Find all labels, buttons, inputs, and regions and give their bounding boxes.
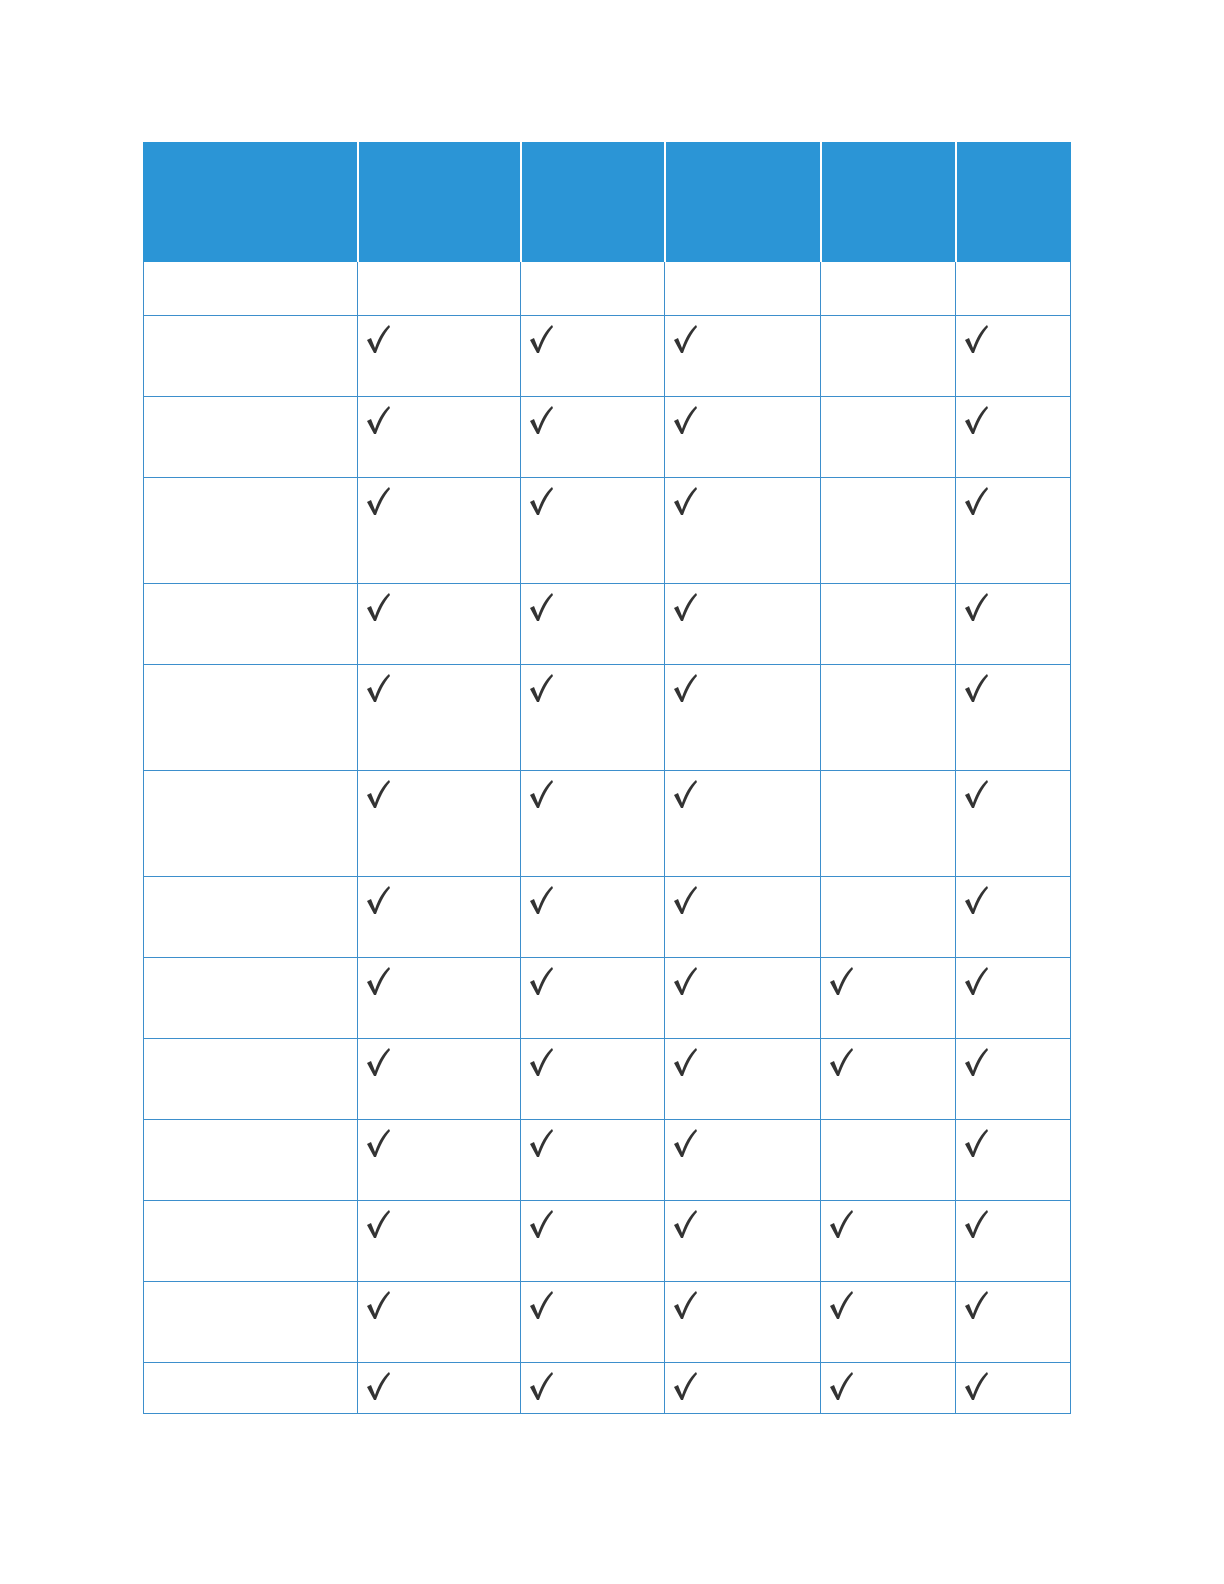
check-mark-icon [665, 665, 702, 705]
check-mark-icon [665, 877, 702, 917]
table-cell [358, 665, 521, 771]
table-cell [821, 316, 956, 397]
table-cell [821, 958, 956, 1039]
table-row [144, 584, 1071, 665]
table-cell [665, 262, 821, 316]
table-cell [358, 262, 521, 316]
table-cell [665, 665, 821, 771]
table-cell [956, 665, 1071, 771]
check-mark-icon [521, 1282, 558, 1322]
table-cell [821, 262, 956, 316]
check-mark-icon [521, 665, 558, 705]
table-cell [358, 877, 521, 958]
check-mark-icon [665, 958, 702, 998]
check-mark-icon [358, 1363, 395, 1403]
table-row [144, 1282, 1071, 1363]
table-cell [521, 316, 665, 397]
table-header [144, 143, 1071, 262]
check-mark-icon [665, 397, 702, 437]
table-cell [821, 665, 956, 771]
table-cell [358, 958, 521, 1039]
check-mark-icon [358, 771, 395, 811]
table-cell [665, 1039, 821, 1120]
table-row [144, 771, 1071, 877]
table-cell [521, 1363, 665, 1414]
table-cell [956, 262, 1071, 316]
table-row [144, 478, 1071, 584]
row-label-cell [144, 771, 358, 877]
table-cell [665, 584, 821, 665]
table-cell [956, 1282, 1071, 1363]
table-cell [358, 1282, 521, 1363]
check-mark-icon [665, 1282, 702, 1322]
row-label-cell [144, 1201, 358, 1282]
row-label-cell [144, 478, 358, 584]
table-row [144, 1363, 1071, 1414]
table-cell [665, 1201, 821, 1282]
row-label-cell [144, 316, 358, 397]
table-cell [665, 397, 821, 478]
table-cell [358, 771, 521, 877]
header-cell-1 [358, 143, 521, 262]
check-mark-icon [521, 1120, 558, 1160]
table-cell [521, 958, 665, 1039]
table-cell [665, 877, 821, 958]
check-mark-icon [358, 1282, 395, 1322]
row-label-cell [144, 1282, 358, 1363]
table-row [144, 665, 1071, 771]
check-mark-icon [521, 316, 558, 356]
check-mark-icon [358, 958, 395, 998]
check-mark-icon [358, 316, 395, 356]
check-mark-icon [521, 1363, 558, 1403]
check-mark-icon [821, 958, 858, 998]
check-mark-icon [358, 1039, 395, 1079]
table-row [144, 262, 1071, 316]
row-label-cell [144, 262, 358, 316]
check-mark-icon [665, 1120, 702, 1160]
table-cell [358, 584, 521, 665]
check-mark-icon [358, 478, 395, 518]
row-label-cell [144, 665, 358, 771]
check-mark-icon [521, 397, 558, 437]
table-body [144, 262, 1071, 1414]
table-row [144, 316, 1071, 397]
table-cell [521, 478, 665, 584]
header-cell-2 [521, 143, 665, 262]
check-mark-icon [665, 478, 702, 518]
table-cell [521, 584, 665, 665]
check-mark-icon [956, 1039, 993, 1079]
table-cell [665, 1120, 821, 1201]
table-cell [521, 1201, 665, 1282]
table-row [144, 1201, 1071, 1282]
check-mark-icon [821, 1201, 858, 1241]
row-label-cell [144, 584, 358, 665]
table-row [144, 877, 1071, 958]
check-mark-icon [521, 478, 558, 518]
table-cell [358, 1039, 521, 1120]
header-row [144, 143, 1071, 262]
check-mark-icon [521, 584, 558, 624]
table-cell [821, 1120, 956, 1201]
table-cell [521, 877, 665, 958]
row-label-cell [144, 1363, 358, 1414]
table-cell [821, 1201, 956, 1282]
row-label-cell [144, 1039, 358, 1120]
table-cell [821, 1363, 956, 1414]
table-cell [821, 584, 956, 665]
check-mark-icon [821, 1282, 858, 1322]
check-mark-icon [956, 1282, 993, 1322]
compatibility-table [143, 142, 1071, 1414]
table-cell [956, 771, 1071, 877]
table-row [144, 958, 1071, 1039]
table-cell [821, 1039, 956, 1120]
table-cell [821, 877, 956, 958]
row-label-cell [144, 1120, 358, 1201]
check-mark-icon [956, 665, 993, 705]
check-mark-icon [956, 877, 993, 917]
header-cell-feature [144, 143, 358, 262]
check-mark-icon [358, 397, 395, 437]
table-cell [521, 1282, 665, 1363]
check-mark-icon [956, 316, 993, 356]
check-mark-icon [956, 1363, 993, 1403]
check-mark-icon [956, 397, 993, 437]
table-row [144, 397, 1071, 478]
table-cell [956, 1039, 1071, 1120]
table-row [144, 1120, 1071, 1201]
check-mark-icon [956, 1201, 993, 1241]
table-cell [956, 1363, 1071, 1414]
table-cell [521, 1039, 665, 1120]
table-cell [358, 478, 521, 584]
table-cell [821, 1282, 956, 1363]
table-cell [358, 316, 521, 397]
check-mark-icon [956, 771, 993, 811]
table-cell [956, 877, 1071, 958]
check-mark-icon [665, 1363, 702, 1403]
check-mark-icon [521, 1201, 558, 1241]
table-cell [956, 584, 1071, 665]
table-cell [521, 397, 665, 478]
check-mark-icon [665, 771, 702, 811]
check-mark-icon [665, 584, 702, 624]
table-cell [358, 397, 521, 478]
check-mark-icon [956, 1120, 993, 1160]
check-mark-icon [821, 1363, 858, 1403]
table-cell [956, 316, 1071, 397]
check-mark-icon [358, 584, 395, 624]
table-cell [665, 1282, 821, 1363]
check-mark-icon [665, 316, 702, 356]
table-cell [665, 316, 821, 397]
check-mark-icon [821, 1039, 858, 1079]
table-row [144, 1039, 1071, 1120]
table-cell [358, 1120, 521, 1201]
check-mark-icon [358, 877, 395, 917]
check-mark-icon [358, 665, 395, 705]
header-cell-5 [956, 143, 1071, 262]
check-mark-icon [665, 1039, 702, 1079]
table-cell [956, 397, 1071, 478]
check-mark-icon [358, 1120, 395, 1160]
row-label-cell [144, 958, 358, 1039]
table-cell [821, 397, 956, 478]
table-cell [521, 665, 665, 771]
header-cell-4 [821, 143, 956, 262]
header-cell-3 [665, 143, 821, 262]
table-cell [665, 1363, 821, 1414]
table-cell [665, 958, 821, 1039]
check-mark-icon [521, 771, 558, 811]
table-cell [821, 478, 956, 584]
check-mark-icon [358, 1201, 395, 1241]
table-cell [821, 771, 956, 877]
check-mark-icon [521, 958, 558, 998]
table-cell [665, 478, 821, 584]
table-cell [956, 478, 1071, 584]
table-cell [956, 1201, 1071, 1282]
table-cell [521, 771, 665, 877]
check-mark-icon [956, 478, 993, 518]
check-mark-icon [521, 877, 558, 917]
check-mark-icon [665, 1201, 702, 1241]
table-cell [956, 958, 1071, 1039]
check-mark-icon [956, 584, 993, 624]
row-label-cell [144, 877, 358, 958]
table-cell [956, 1120, 1071, 1201]
check-mark-icon [521, 1039, 558, 1079]
table-cell [358, 1363, 521, 1414]
table-cell [521, 1120, 665, 1201]
table-cell [665, 771, 821, 877]
check-mark-icon [956, 958, 993, 998]
row-label-cell [144, 397, 358, 478]
table-cell [521, 262, 665, 316]
table-cell [358, 1201, 521, 1282]
